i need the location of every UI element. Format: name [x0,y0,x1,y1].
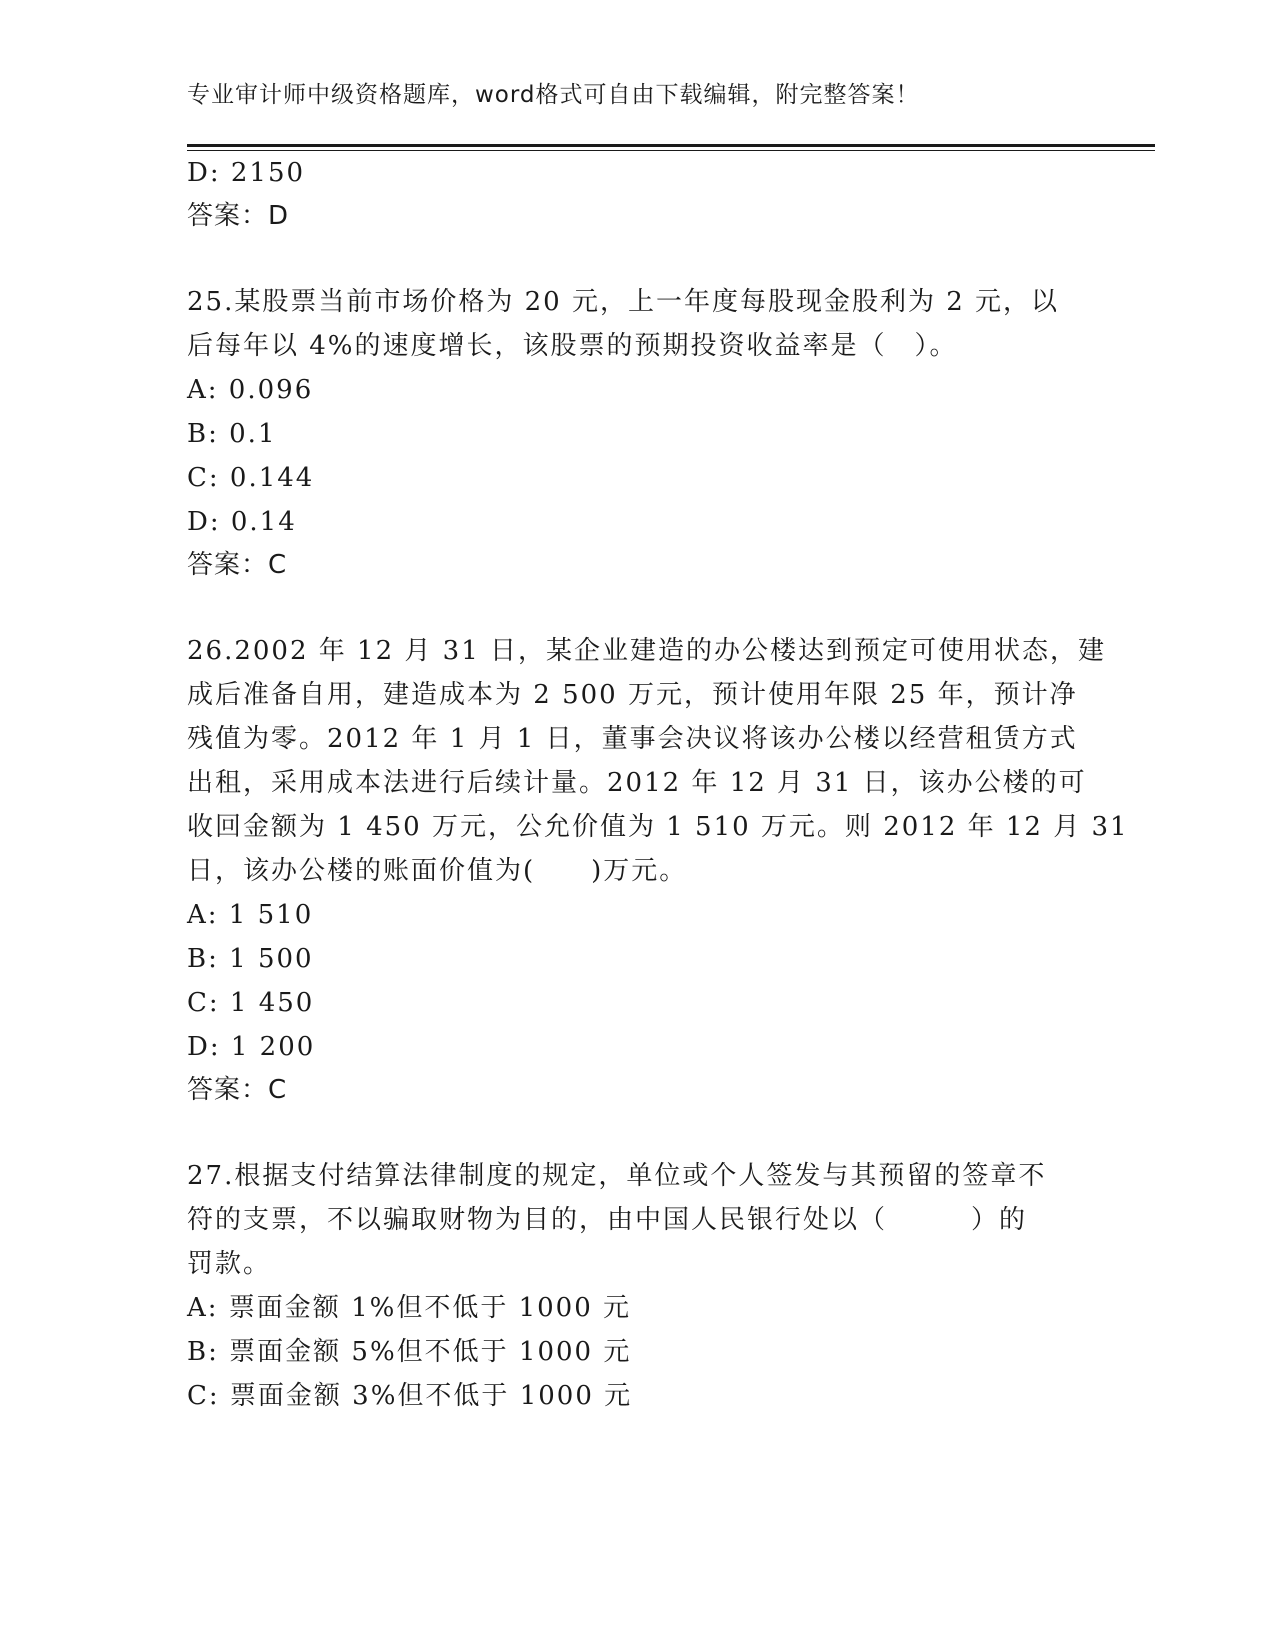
q26-answer: 答案：C [187,1075,288,1105]
q27-stem-line: 27.根据支付结算法律制度的规定，单位或个人签发与其预留的签章不 [187,1161,1047,1191]
header-divider-thin [187,150,1155,151]
q25-option-d: D: 0.14 [187,507,297,537]
q26-stem-line: 26.2002 年 12 月 31 日，某企业建造的办公楼达到预定可使用状态，建 [187,636,1107,666]
q26-option-a: A: 1 510 [187,900,314,930]
q25-option-c: C: 0.144 [187,463,315,493]
q27-option-a: A: 票面金额 1%但不低于 1000 元 [187,1293,632,1323]
q26-option-b: B: 1 500 [187,944,314,974]
q26-stem-line: 收回金额为 1 450 万元，公允价值为 1 510 万元。则 2012 年 12 月 31 [187,812,1129,842]
q25-option-a: A: 0.096 [187,375,314,405]
q26-stem-line: 日，该办公楼的账面价值为( )万元。 [187,856,688,886]
header-divider-thick [187,144,1155,147]
q26-stem-line: 成后准备自用，建造成本为 2 500 万元，预计使用年限 25 年，预计净 [187,680,1078,710]
page-header: 专业审计师中级资格题库，word格式可自由下载编辑，附完整答案！ [187,82,920,108]
q27-stem-line: 罚款。 [187,1249,272,1279]
q25-option-b: B: 0.1 [187,419,277,449]
q24-answer: 答案：D [187,201,290,231]
q25-stem-line: 25.某股票当前市场价格为 20 元，上一年度每股现金股利为 2 元，以 [187,287,1060,317]
q25-stem-line: 后每年以 4%的速度增长，该股票的预期投资收益率是（ ）。 [187,331,958,361]
q27-stem-line: 符的支票，不以骗取财物为目的，由中国人民银行处以（ ）的 [187,1205,1028,1235]
q27-option-c: C: 票面金额 3%但不低于 1000 元 [187,1381,633,1411]
q26-option-d: D: 1 200 [187,1032,316,1062]
q26-option-c: C: 1 450 [187,988,315,1018]
q26-stem-line: 出租，采用成本法进行后续计量。2012 年 12 月 31 日，该办公楼的可 [187,768,1087,798]
q26-stem-line: 残值为零。2012 年 1 月 1 日，董事会决议将该办公楼以经营租赁方式 [187,724,1078,754]
q25-answer: 答案：C [187,550,288,580]
q24-option-d: D: 2150 [187,158,306,188]
q27-option-b: B: 票面金额 5%但不低于 1000 元 [187,1337,632,1367]
